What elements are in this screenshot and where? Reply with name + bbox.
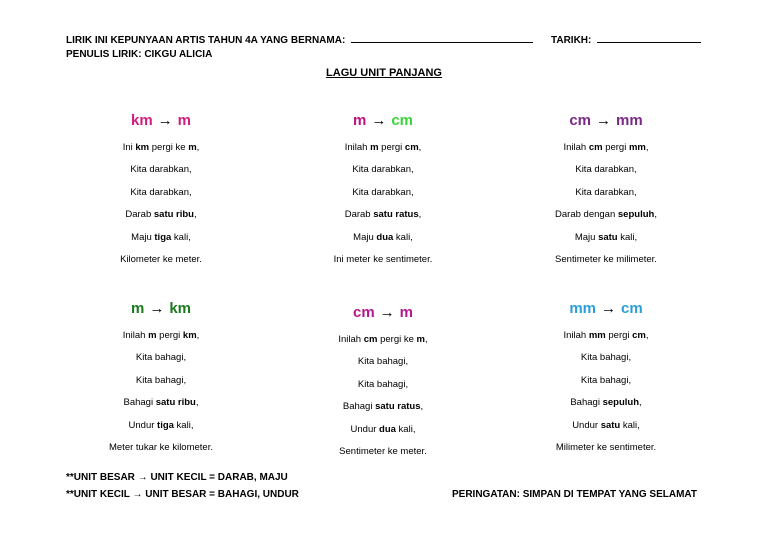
lyric-line xyxy=(506,347,706,369)
unit-to: cm xyxy=(621,300,643,317)
song-block xyxy=(61,111,261,271)
lyric-emphasis: satu ribu xyxy=(153,209,194,221)
lyric-line xyxy=(283,182,483,204)
lyric-emphasis: cm xyxy=(632,330,646,341)
lyric-emphasis: satu ratus xyxy=(375,401,421,413)
author-line: PENULIS LIRIK: CIKGU ALICIA xyxy=(66,49,213,60)
lyric-line xyxy=(506,137,706,159)
lyric-line xyxy=(61,392,261,414)
lyric-line xyxy=(61,137,261,159)
unit-from: cm xyxy=(352,304,375,321)
lyric-text: kali, xyxy=(620,419,640,431)
lyric-emphasis: satu ratus xyxy=(373,209,419,221)
lyric-text: Ini xyxy=(122,142,136,153)
lyric-emphasis: cm xyxy=(588,142,603,153)
lyric-text: , xyxy=(196,142,200,153)
lyric-emphasis: cm xyxy=(363,334,378,345)
lyric-text: kali, xyxy=(171,231,191,243)
song-block xyxy=(506,111,706,271)
lyric-text: Inilah xyxy=(122,330,149,341)
footer-note-2: **UNIT KECIL → UNIT BESAR = BAHAGI, UNDUR xyxy=(66,489,299,500)
date-blank xyxy=(597,33,701,43)
lyric-text: , xyxy=(418,209,422,221)
arrow-right-icon: → xyxy=(379,304,395,321)
lyric-line xyxy=(61,182,261,204)
lyric-text: kali, xyxy=(173,419,194,431)
lyric-emphasis: m xyxy=(370,142,379,153)
arrow-right-icon: → xyxy=(149,300,165,317)
lyric-emphasis: mm xyxy=(628,142,646,153)
song-unit-title xyxy=(61,111,261,131)
unit-to: km xyxy=(169,300,192,317)
lyric-text: Kilometer ke meter. xyxy=(120,253,202,265)
owner-label: LIRIK INI KEPUNYAAN ARTIS TAHUN 4A YANG BERNAMA: xyxy=(66,35,346,46)
lyric-text: kali, xyxy=(395,423,416,435)
song-unit-title xyxy=(283,303,483,323)
lyric-line xyxy=(283,441,483,463)
arrow-right-icon: → xyxy=(596,112,611,129)
lyric-text: Meter tukar ke kilometer. xyxy=(108,441,213,453)
lyric-text: Undur xyxy=(350,423,380,435)
lyric-text: pergi xyxy=(156,330,183,341)
lyric-emphasis: m xyxy=(416,334,425,345)
lyric-text: Darab xyxy=(125,209,154,221)
lyric-emphasis: m xyxy=(148,330,157,341)
lyric-text: Inilah xyxy=(563,142,589,153)
lyric-text: Maju xyxy=(353,231,377,243)
lyric-text: Maju xyxy=(574,231,599,243)
lyric-line xyxy=(506,325,706,347)
lyric-text: kali, xyxy=(617,231,638,243)
lyric-text: , xyxy=(195,397,199,409)
song-unit-title xyxy=(506,299,706,319)
lyric-text: , xyxy=(420,401,424,413)
lyric-line xyxy=(506,159,706,181)
lyric-text: Kita darabkan, xyxy=(575,186,637,198)
lyric-line xyxy=(283,227,483,249)
lyric-text: Kita darabkan, xyxy=(130,186,192,198)
lyric-text: , xyxy=(654,209,657,221)
lyric-line xyxy=(506,249,706,271)
lyric-text: pergi xyxy=(602,142,629,153)
lyric-line xyxy=(61,325,261,347)
song-unit-title xyxy=(506,111,706,131)
unit-to: mm xyxy=(616,112,643,129)
arrow-right-icon: → xyxy=(601,300,616,317)
lyric-text: Kita bahagi, xyxy=(357,356,409,368)
lyric-emphasis: satu xyxy=(600,419,621,431)
lyric-text: Maju xyxy=(131,231,155,243)
song-unit-title xyxy=(283,111,483,131)
lyric-line xyxy=(283,351,483,373)
footer-warning: PERINGATAN: SIMPAN DI TEMPAT YANG SELAMAT xyxy=(452,489,698,500)
lyric-line xyxy=(283,419,483,441)
lyric-emphasis: sepuluh xyxy=(602,397,639,409)
lyric-text: , xyxy=(418,142,422,153)
lyric-emphasis: dua xyxy=(379,423,396,435)
lyric-line xyxy=(506,204,706,226)
lyric-line xyxy=(506,370,706,392)
lyric-text: Sentimeter ke meter. xyxy=(339,445,427,457)
lyric-text: Darab dengan xyxy=(555,209,618,221)
lyric-emphasis: mm xyxy=(588,330,606,341)
unit-from: m xyxy=(130,300,145,317)
lyric-text: , xyxy=(645,142,649,153)
lyric-line xyxy=(283,249,483,271)
lyric-line xyxy=(283,204,483,226)
lyric-text: kali, xyxy=(393,231,413,243)
lyric-line xyxy=(506,182,706,204)
song-unit-title xyxy=(61,299,261,319)
lyric-text: pergi ke xyxy=(377,334,417,345)
lyric-text: Kita bahagi, xyxy=(357,378,409,390)
lyric-text: Inilah xyxy=(563,330,589,341)
lyric-text: , xyxy=(194,209,197,221)
unit-to: m xyxy=(177,112,192,129)
lyric-text: , xyxy=(424,334,428,345)
lyric-text: , xyxy=(196,330,200,341)
unit-to: cm xyxy=(391,112,414,129)
lyric-emphasis: tiga xyxy=(157,419,174,431)
lyric-emphasis: tiga xyxy=(154,231,172,243)
owner-line xyxy=(66,33,533,46)
song-block xyxy=(283,111,483,271)
unit-from: km xyxy=(130,112,153,129)
date-line xyxy=(551,33,701,46)
lyric-text: pergi ke xyxy=(149,142,189,153)
lyric-text: Kita darabkan, xyxy=(130,164,192,176)
lyric-text: pergi xyxy=(378,142,405,153)
lyric-line xyxy=(283,159,483,181)
unit-to: m xyxy=(399,304,414,321)
lyric-line xyxy=(283,137,483,159)
lyric-line xyxy=(283,329,483,351)
lyric-line xyxy=(61,370,261,392)
lyric-line xyxy=(283,374,483,396)
lyric-line xyxy=(506,392,706,414)
lyric-emphasis: m xyxy=(188,142,197,153)
song-block xyxy=(61,299,261,459)
lyric-line xyxy=(61,415,261,437)
lyric-emphasis: km xyxy=(182,330,197,341)
lyric-text: Kita darabkan, xyxy=(575,164,637,176)
lyric-text: Darab xyxy=(344,209,374,221)
arrow-right-icon: → xyxy=(371,112,387,129)
lyric-line xyxy=(61,227,261,249)
lyric-text: Inilah xyxy=(344,142,371,153)
lyric-line xyxy=(61,437,261,459)
lyric-text: Bahagi xyxy=(570,397,603,409)
lyric-line xyxy=(506,437,706,459)
lyric-text: Bahagi xyxy=(123,397,156,409)
lyric-text: Kita bahagi, xyxy=(135,352,187,364)
lyric-text: Kita darabkan, xyxy=(352,186,414,198)
lyric-text: Kita bahagi, xyxy=(580,374,632,386)
lyric-text: Inilah xyxy=(338,334,364,345)
lyric-text: Kita darabkan, xyxy=(352,164,414,176)
lyric-text: Kita bahagi, xyxy=(580,352,632,364)
lyric-text: Ini meter ke sentimeter. xyxy=(333,253,433,265)
unit-from: mm xyxy=(569,300,596,317)
lyric-text: Undur xyxy=(128,419,158,431)
lyric-line xyxy=(61,347,261,369)
song-block xyxy=(283,303,483,463)
lyric-emphasis: dua xyxy=(376,231,394,243)
lyric-line xyxy=(506,227,706,249)
arrow-right-icon: → xyxy=(157,112,173,129)
lyric-emphasis: sepuluh xyxy=(617,209,655,221)
unit-from: cm xyxy=(569,112,591,129)
lyric-text: Undur xyxy=(572,419,601,431)
lyric-text: Milimeter ke sentimeter. xyxy=(555,441,657,453)
date-label: TARIKH: xyxy=(551,35,592,46)
song-block xyxy=(506,299,706,459)
lyric-line xyxy=(283,396,483,418)
lyric-text: , xyxy=(639,397,642,409)
lyric-text: Kita bahagi, xyxy=(135,374,187,386)
lyric-line xyxy=(506,415,706,437)
lyric-emphasis: satu ribu xyxy=(155,397,196,409)
footer-note-1: **UNIT BESAR → UNIT KECIL = DARAB, MAJU xyxy=(66,472,288,483)
lyric-emphasis: cm xyxy=(404,142,419,153)
lyric-text: , xyxy=(645,330,649,341)
unit-from: m xyxy=(352,112,367,129)
lyric-line xyxy=(61,249,261,271)
lyric-emphasis: km xyxy=(135,142,150,153)
lyric-emphasis: satu xyxy=(598,231,618,243)
lyric-text: Bahagi xyxy=(342,401,376,413)
lyric-line xyxy=(61,204,261,226)
lyric-text: pergi xyxy=(605,330,633,341)
lyric-text: Sentimeter ke milimeter. xyxy=(555,253,657,265)
lyric-line xyxy=(61,159,261,181)
song-title: LAGU UNIT PANJANG xyxy=(326,67,442,79)
name-blank xyxy=(351,33,533,43)
